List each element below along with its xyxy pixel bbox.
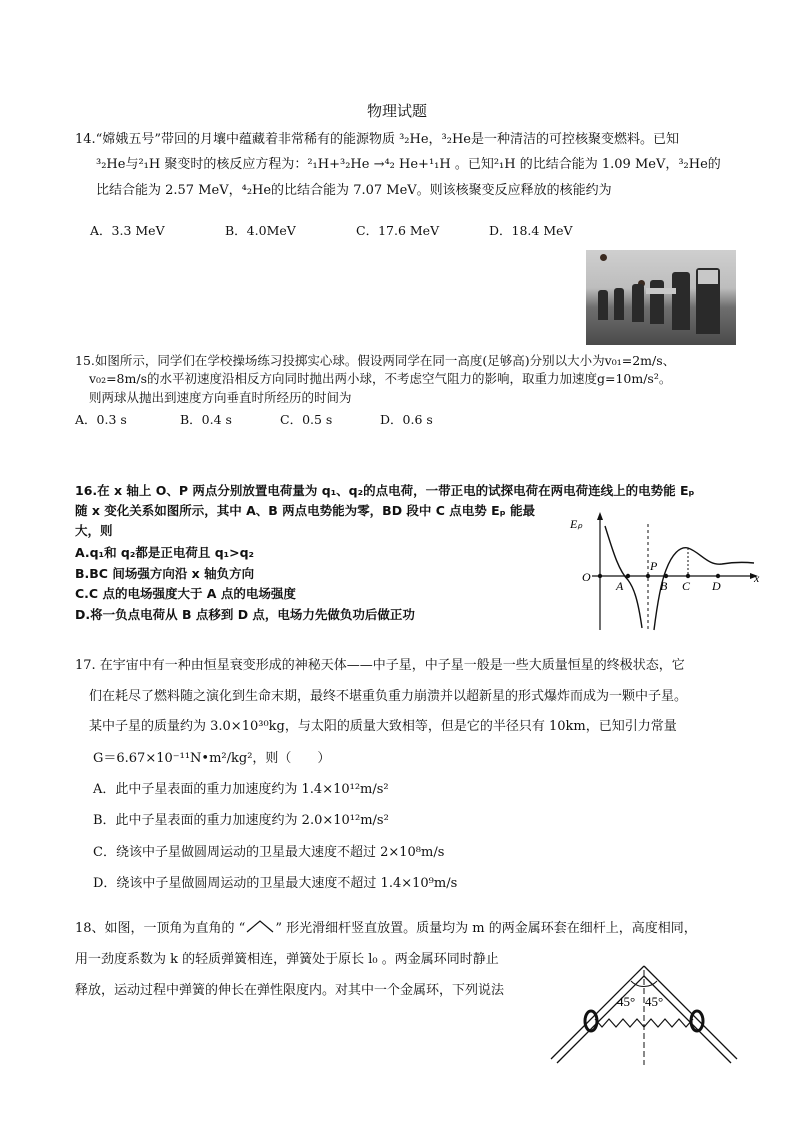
q16-line1: 16.在 x 轴上 O、P 两点分别放置电荷量为 q₁、q₂的点电荷，一带正电的试探电荷在两电荷连线上的电势能 Eₚ	[75, 483, 695, 498]
q16-option-b: B.BC 间场强方向沿 x 轴负方向	[75, 566, 255, 581]
label-ep: Eₚ	[570, 517, 583, 531]
q15-line3: 则两球从抛出到速度方向垂直时所经历的时间为	[89, 390, 352, 405]
page-title: 物理试题	[366, 102, 427, 120]
rod-spring-diagram	[545, 955, 745, 1067]
label-o: O	[582, 570, 591, 584]
point-o	[598, 574, 602, 578]
curve-left	[605, 526, 642, 628]
point-a	[626, 574, 630, 578]
q15-option-b: B．0.4 s	[180, 412, 232, 427]
label-b: B	[660, 579, 668, 593]
q14-option-d: D．18.4 MeV	[489, 223, 573, 238]
q14-line1: 14.“嫦娥五号”带回的月壤中蕴藏着非常稀有的能源物质 ³₂He，³₂He是一种清洁的可控核聚变燃料。已知	[75, 132, 680, 147]
q17-option-d: D．绕该中子星做圆周运动的卫星最大速度不超过 1.4×10⁹m/s	[93, 876, 458, 891]
rod-right-outer	[644, 966, 737, 1059]
curve-right	[654, 548, 754, 630]
q17-option-c: C．绕该中子星做圆周运动的卫星最大速度不超过 2×10⁸m/s	[93, 845, 445, 860]
rod-right-inner	[644, 976, 731, 1063]
q18-line2: 用一劲度系数为 k 的轻质弹簧相连，弹簧处于原长 l₀ 。两金属环同时静止	[75, 952, 499, 967]
q17-option-b: B．此中子星表面的重力加速度约为 2.0×10¹²m/s²	[93, 813, 389, 828]
q15-option-a: A．0.3 s	[75, 412, 127, 427]
q16-line3: 大，则	[75, 523, 113, 538]
q15-line2: v₀₂=8m/s的水平初速度沿相反方向同时抛出两小球，不考虑空气阻力的影响，取重力加速度g=10m/s²。	[89, 371, 672, 386]
q17-line3: 某中子星的质量约为 3.0×10³⁰kg，与太阳的质量大致相等，但是它的半径只有 10km，已知引力常量	[89, 719, 677, 734]
q18-line1: 18、如图，一顶角为直角的 “ ” 形光滑细杆竖直放置。质量均为 m 的两金属环套在细杆上，高度相同，	[75, 921, 697, 936]
rod-shape-icon	[245, 919, 275, 933]
q18-line3: 释放，运动过程中弹簧的伸长在弹性限度内。对其中一个金属环，下列说法	[75, 983, 505, 998]
label-c: C	[682, 579, 691, 593]
point-d	[716, 574, 720, 578]
point-c	[686, 574, 690, 578]
shot-put-photo	[586, 250, 736, 345]
angle-right-label: 45°	[645, 994, 664, 1009]
q14-line2: ³₂He与²₁H 聚变时的核反应方程为：²₁H+³₂He →⁴₂ He+¹₁H 。已知²₁H 的比结合能为 1.09 MeV，³₂He的	[96, 157, 721, 172]
q14-line3: 比结合能为 2.57 MeV，⁴₂He的比结合能为 7.07 MeV。则该核聚变反应释放的核能约为	[96, 183, 612, 198]
q17-line2: 们在耗尽了燃料随之演化到生命末期，最终不堪重负重力崩溃并以超新星的形式爆炸而成为一颗中子星。	[89, 689, 688, 704]
q16-line2: 随 x 变化关系如图所示，其中 A、B 两点电势能为零，BD 段中 C 点电势 Eₚ 能最	[75, 503, 536, 518]
label-p: P	[650, 559, 658, 573]
q14-option-c: C．17.6 MeV	[356, 223, 440, 238]
q15-option-c: C．0.5 s	[280, 412, 333, 427]
q16-option-a: A.q₁和 q₂都是正电荷且 q₁>q₂	[75, 545, 255, 560]
q17-option-a: A．此中子星表面的重力加速度约为 1.4×10¹²m/s²	[93, 782, 389, 797]
potential-energy-graph	[562, 508, 768, 634]
q15-option-d: D．0.6 s	[380, 412, 433, 427]
q14-option-a: A．3.3 MeV	[90, 223, 165, 238]
q17-line1: 17. 在宇宙中有一种由恒星衰变形成的神秘天体——中子星，中子星一般是一些大质量恒星的终极状态，它	[75, 658, 685, 673]
ring-right	[691, 1011, 703, 1031]
angle-left-label: 45°	[617, 994, 636, 1009]
q14-option-b: B．4.0MeV	[225, 223, 296, 238]
q16-option-c: C.C 点的电场强度大于 A 点的电场强度	[75, 586, 296, 601]
rod-left-outer	[551, 966, 644, 1059]
q15-line1: 15.如图所示，同学们在学校操场练习投掷实心球。假设两同学在同一高度(足够高)分别以大小为v₀₁=2m/s、	[75, 353, 676, 368]
ring-left	[585, 1011, 597, 1031]
q17-line4: G＝6.67×10⁻¹¹N•m²/kg²，则（ ）	[93, 751, 331, 766]
label-d: D	[712, 579, 721, 593]
q16-option-d: D.将一负点电荷从 B 点移到 D 点，电场力先做负功后做正功	[75, 607, 415, 622]
point-b	[664, 574, 668, 578]
label-x: x	[754, 571, 760, 585]
point-p	[646, 574, 650, 578]
rod-left-inner	[557, 976, 644, 1063]
label-a: A	[616, 579, 624, 593]
